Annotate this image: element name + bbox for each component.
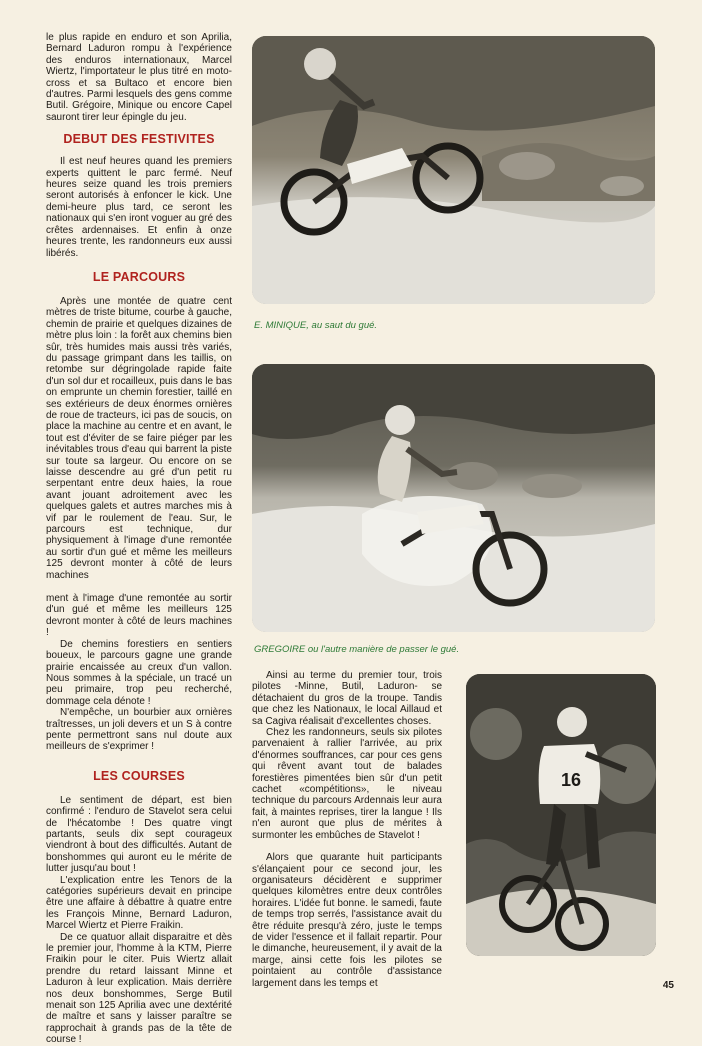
courses-paragraph-3: De ce quatuor allait disparaitre et dès le premier jour, l'homme à la KTM, Pierre Fraikin pour le citer. Puis Wiertz allait prendre du retard laissant Minne et Laduron à leur explication. Mais derrière nos deux bonshommes, Serge Butil menait son 125 Aprilia avec une dextérité de maître et sans y laisser paraître se rapprochait à grands pas de la tête de course ! — [46, 931, 232, 1046]
caption-photo-2: GREGOIRE ou l'autre manière de passer le gué. — [254, 644, 460, 655]
parcours-paragraph-3: De chemins forestiers en sentiers boueux, le parcours gagne une grande prairie encaissée au creux d'un vallon. Nous sommes à la spéciale, un tracé un peu primaire, trop peu recherché, dommage cela dénote ! — [46, 638, 232, 707]
intro-paragraph: le plus rapide en enduro et son Aprilia, Bernard Laduron rompu à l'expérience des enduros internationaux, Marcel Wiertz, l'importateur le plus titré en moto-cross et sa Bultaco et encore bien d'autres. Parmi lesquels des gens comme Butil. Grégoire, Minique ou encore Capel sauront tirer leur épingle du jeu. — [46, 32, 232, 123]
parcours-paragraph-4: N'empêche, un bourbier aux ornières traîtresses, un joli devers et un S à contre pente permettront sans nul doute aux meilleurs de s'exprimer ! — [46, 707, 232, 753]
courses-paragraph-2: L'explication entre les Tenors de la catégories supérieurs devait en principe être une affaire à débattre à quatre entre les François Minne, Bernard Laduron, Marcel Wiertz et Pierre Fraikin. — [46, 874, 232, 932]
photo-rider-16 — [466, 674, 656, 956]
middle-text-column — [252, 670, 442, 989]
photo-gregoire-ford — [252, 364, 655, 632]
heading-le-parcours: LE PARCOURS — [92, 269, 186, 284]
heading-debut-des-festivites: DEBUT DES FESTIVITES — [63, 132, 215, 147]
courses-paragraph-1: Le sentiment de départ, est bien confirmé : l'enduro de Stavelot sera celui de l'hécatombe ! Des quatre vingt partants, seuls dix sept courageux viendront à bout des difficultés. Autant de bonshommes qui auront eu le mérite de lutter jusqu'au bout ! — [46, 794, 232, 875]
page-number: 45 — [662, 980, 674, 991]
middle-paragraph-2: Chez les randonneurs, seuls six pilotes parvenaient à rallier l'arrivée, au prix d'énormes souffrances, car pour ces gens qui rêvent avant tout de balades forestières pimentées bien sûr d'un petit cachet «compétitions», le niveau technique du parcours Ardennais leur aura fait, à maintes reprises, tirer la langue ! Ils n'en auront que plus de mérites à surmonter les embûches de Stavelot ! — [252, 727, 442, 841]
parcours-paragraph-1: Après une montée de quatre cent mètres de triste bitume, courbe à gauche, chemin de prairie et quelques dizaines de mètre plus loin : la forêt aux chemins bien sûr, très humides mais aussi très variés, du passage grimpant dans les taillis, on retombe sur dégringolade rapide faite d'un sol dur et rocailleux, puis dans le bas on emprunte un chemin forestier, taillé en ses extérieurs de deux énormes ornières de roue de tracteurs, ici pas de soucis, on place la machine au centre et en avant, le tout est d'éviter de se faire piéger par les inévitables trous d'eau qui barrent la piste sur toute sa largeur. Ou encore on se laisse descendre au gré d'un petit ru serpentant entre deux haies, la roue avant jouant adroitement avec les quelques galets et autres marches mis à vif par le roulement de l'eau. Sur, le parcours est technique, dur physiquement à l'image d'une remontée au sortir d'un gué et même les meilleurs 125 devront monter à côté de leurs machines — [46, 295, 232, 581]
middle-paragraph-1: Ainsi au terme du premier tour, trois pilotes -Minne, Butil, Laduron- se détachaient du gros de la troupe. Tandis que chez les Nationaux, le local Aillaud et sa Cagiva réalisait d'excellentes choses. — [252, 670, 442, 727]
heading-les-courses: LES COURSES — [93, 768, 185, 783]
festivites-paragraph: Il est neuf heures quand les premiers experts quittent le parc fermé. Neuf heures seize quand les trois premiers seront autorisés à enfoncer le kick. Une demi-heure plus tard, ce seront les nationaux qui s'en iront voguer au gré des crêtes ardennaises. Et enfin à onze heures trente, les randonneurs eux aussi libérés. — [46, 156, 232, 259]
caption-photo-1: E. MINIQUE, au saut du gué. — [254, 320, 378, 331]
left-text-column — [46, 32, 232, 1046]
parcours-paragraph-2: ment à l'image d'une remontée au sortir d'un gué et même les meilleurs 125 devront monter à côté de leurs machines ! — [46, 593, 232, 639]
photo-minique-jump — [252, 36, 655, 304]
rider-bib-number: 16 — [561, 770, 582, 790]
middle-paragraph-3: Alors que quarante huit participants s'élançaient pour ce second jour, les organisateurs décidèrent e supprimer quelques kilomètres entre deux contrôles horaires. L'idée fut bonne. le samedi, faute de temps trop serrés, l'assistance avait du être réduite presqu'à zéro, juste le temps de vider l'essence et il fallait repartir. Pour le dimanche, heureusement, il y avait de la marge, ainsi cette fois les pilotes se pointaient au contrôle d'assistance largement dans les temps et — [252, 852, 442, 989]
